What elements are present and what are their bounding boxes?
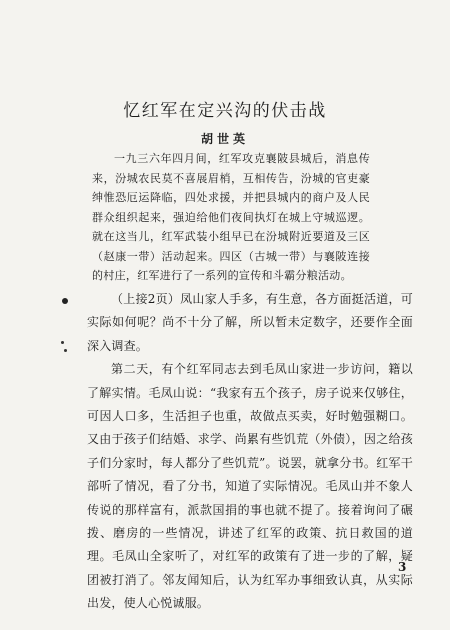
body-text	[87, 288, 413, 616]
ink-speck-mark	[64, 349, 67, 352]
bullet-dot-mark	[62, 298, 68, 304]
ink-speck-mark	[61, 341, 64, 344]
body-paragraph-2: 第二天，有个红军同志去到毛凤山家进一步访问，籍以了解实情。毛凤山说：“我家有五个孩子，房子说来仅够住，可因人口多，生活担子也重，故做点买卖，好时勉强糊口。又由于孩子们结婚、求学、尚累有些饥荒（外债），因之给孩子们分家时，每人都分了些饥荒”。说罢，就拿分书。红军干部听了情况，看了分书，知道了实际情况。毛凤山并不象人传说的那样富有，派款国捐的事也就不提了。接着询问了碾拨、磨房的一些情况，讲述了红军的政策、抗日救国的道理。毛凤山全家听了，对红军的政策有了进一步的了解，疑团被打消了。邻友闻知后，认为红军办事细致认真，从实际出发，使人心悦诚服。	[87, 362, 413, 611]
page-number: 3	[398, 560, 407, 574]
author-name: 胡世英	[200, 132, 249, 146]
intro-paragraph	[92, 149, 370, 286]
article-title: 忆红军在定兴沟的伏击战	[123, 101, 327, 121]
body-paragraph-1: （上接2页）凤山家人手多，有生意，各方面挺活道，可实际如何呢？尚不十分了解，所以暂未定数字，还要作全面深入调查。	[87, 292, 413, 353]
intro-text: 一九三六年四月间，红军攻克襄陂县城后，消息传来，汾城农民莫不喜展眉梢，互相传告，汾城的官吏豪绅惟恐厄运降临，四处求援，并把县城内的商户及人民群众组织起来，强迫给他们夜间执灯在城上守城巡逻。就在这当儿，红军武装小组早已在汾城附近要道及三区（赵康一带）活动起来。四区（古城一带）与襄陂连接的村庄，红军进行了一系列的宣传和斗霸分粮活动。	[92, 152, 370, 282]
